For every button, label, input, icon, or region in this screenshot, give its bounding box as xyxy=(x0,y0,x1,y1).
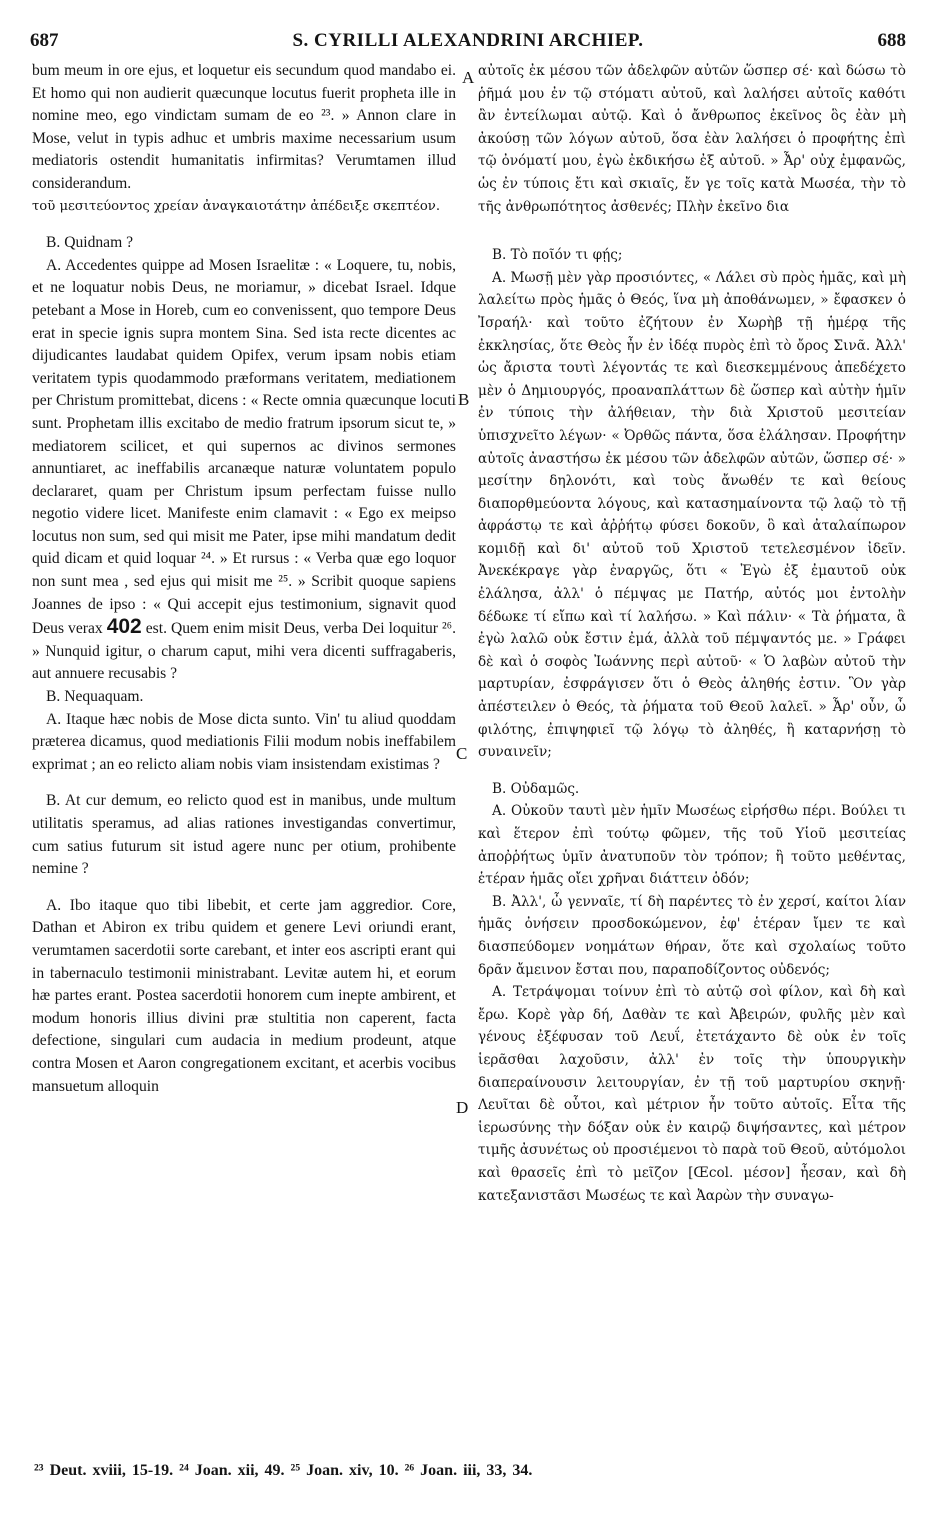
page-number-right: 688 xyxy=(877,30,906,51)
latin-paragraph xyxy=(32,255,456,686)
footnotes: ²³ Deut. xviii, 15-19. ²⁴ Joan. xii, 49. ²⁵ Joan. xiv, 10. ²⁶ Joan. iii, 33, 34. xyxy=(34,1462,533,1479)
running-header xyxy=(30,30,906,58)
greek-paragraph: Α. Οὐκοῦν ταυτὶ μὲν ἡμῖν Μωσέως εἰρήσθω πέρι. Βούλει τι καὶ ἕτερον ἐπὶ τούτῳ φῶμεν, τῆς τοῦ Υἱοῦ μεσιτείας ἀποῤῥήτως ὑμῖν ἀνατυποῦν τὸν τρόπον; ἢ τοῦτο μεθέντας, ἑτέραν ἡμᾶς οἴει χρῆναι διάττειν ὁδόν; xyxy=(478,803,906,888)
greek-paragraph: αὐτοῖς ἐκ μέσου τῶν ἀδελφῶν αὐτῶν ὥσπερ σέ· καὶ δώσω τὸ ῥῆμά μου ἐν τῷ στόματι αὐτοῦ, καὶ λαλήσει αὐτοῖς καθότι ἂν ἐντείλωμαι αὐτῷ. Καὶ ὁ ἄνθρωπος ἐκεῖνος ὃς ἐὰν μὴ ἀκούσῃ τῶν λόγων αὐτοῦ, ὅσα ἐὰν λαλήσει ὁ προφήτης ἐπὶ τῷ ὀνόματί μου, ἐγὼ ἐκδικήσω ἐξ αὐτοῦ. » Ἆρ' οὐχ ἐμφανῶς, ὡς ἐν τύποις ἔτι καὶ σκιαῖς, ἔν γε τοῖς κατὰ Μωσέα, τὴν τὸ τῆς ἀνθρωπότητος ἀσθενές; Πλὴν ἐκεῖνο δια xyxy=(478,63,906,215)
greek-paragraph: Α. Μωσῇ μὲν γὰρ προσιόντες, « Λάλει σὺ πρὸς ἡμᾶς, καὶ μὴ λαλείτω πρὸς ἡμᾶς ὁ Θεός, ἵνα μὴ ἀποθάνωμεν, » ἔφασκεν ὁ Ἰσραήλ· καὶ τοῦτο ἐζήτουν ἐν Χωρὴβ τῇ ἡμέρᾳ τῆς ἐκκλησίας, ὅτε Θεὸς ἦν ἐν ἰδέᾳ πυρὸς ἐπὶ τὸ ὄρος Σινᾶ. Ἀλλ' ὡς ἄριστα τουτὶ λέγοντάς τε καὶ διεσκεμμένους ἀπεδέχετο μὲν ὁ Δημιουργός, προαναπλάττων δὲ ὥσπερ καὶ αὐτὴν ἡμῖν ἐν τύποις τὴν ἀλήθειαν, τὴν διὰ Χριστοῦ μεσιτείαν ὑπισχνεῖτο λέγων· « Ὀρθῶς πάντα, ὅσα ἐλάλησαν. Προφήτην αὐτοῖς ἀναστήσω ἐκ μέσου τῶν ἀδελφῶν αὐτῶν, ὥσπερ σέ· » μεσίτην δηλονότι, καὶ τοὺς ἄνωθέν τε καὶ θείους διαπορθμεύοντα λόγους, καὶ κατασημαίνοντα τῷ λαῷ τὸ τῇ ἀφράστῳ τε καὶ ἀῤῥήτῳ φύσει δοκοῦν, ὃ καὶ ἀταλαίπωρον κομιδῇ καὶ δι' αὐτοῦ τοῦ Χριστοῦ τετελεσμένον ἰδεῖν. Ἀνεκέκραγε γὰρ ἐναργῶς, ὅτι « Ἐγὼ ἐξ ἐμαυτοῦ οὐκ ἐλάλησα, ἀλλ' ὁ πέμψας με Πατήρ, αὐτός μοι ἐντολὴν δέδωκε τί εἴπω καὶ τί λαλήσω. » Καὶ πάλιν· « Τὰ ῥήματα, ἃ ἐγὼ λαλῶ οὐκ ἔστιν ἐμά, ἀλλὰ τοῦ πέμψαντός με. » Γράφει δὲ καὶ ὁ σοφὸς Ἰωάννης περὶ αὐτοῦ· « Ὁ λαβὼν αὐτοῦ τὴν μαρτυρίαν, ἐσφράγισεν ὅτι ὁ Θεὸς ἀληθής ἐστιν. Ὃν γὰρ ἀπέστειλεν ὁ Θεός, τὰ ῥήματα τοῦ Θεοῦ λαλεῖ. » Ἆρ' οὖν, ὦ φιλότης, ἐπιψηφιεῖ τῷ λόγῳ τὸ ἀληθές, ἢ καταρνήσῃ τὸ συναινεῖν; xyxy=(478,269,906,761)
page-number-left: 687 xyxy=(30,30,59,51)
margin-letter-c: C xyxy=(456,744,468,763)
latin-paragraph: B. Quidnam ? xyxy=(46,234,134,252)
margin-letter-b: B xyxy=(458,390,470,409)
margin-letter-d: D xyxy=(456,1098,469,1117)
latin-column xyxy=(32,60,456,1450)
running-title: S. CYRILLI ALEXANDRINI ARCHIEP. xyxy=(292,30,644,51)
latin-column-greek-line: τοῦ μεσιτεύοντος χρείαν ἀναγκαιοτάτην ἀπέδειξε σκεπτέον. xyxy=(32,198,441,214)
greek-paragraph: Β. Τὸ ποῖόν τι φῄς; xyxy=(492,247,623,264)
latin-paragraph: bum meum in ore ejus, et loquetur eis secundum quod mandabo ei. Et homo qui non audierit quæcunque locutus fuerit propheta ille in nomine meo, ego vindictam sumam de eo ²³. » Annon clare in Mose, velut in typis adhuc et umbris maxime necessarium usum mediatoris ostendit humanitatis infirmitas? Verumtamen illud considerandum. xyxy=(32,62,456,192)
latin-paragraph: A. Ibo itaque quo tibi libebit, et certe jam aggredior. Core, Dathan et Abiron ex tribu quidem et genere Levi oriundi erant, verumtamen sacerdotii sorte carebant, et inter eos ascripti erant qui in tabernaculo testimonii ministrabant. Levitæ autem hi, et eorum hæ partes erant. Postea sacerdotii honorem cum inepte ambirent, et modum honoris illius divini præ stultitia non caperent, facta defectione, singulari cum audacia in medium prodeunt, atque contra Mosen et Aaron congregationem excitant, et acerbis vocibus mansuetum alloquin xyxy=(32,896,456,1095)
latin-paragraph: B. Nequaquam. xyxy=(46,688,144,706)
margin-letter-a: A xyxy=(462,68,475,87)
latin-paragraph: B. At cur demum, eo relicto quod est in manibus, unde multum utilitatis speramus, ad alias rationes investigandas convertimur, cum satius futurum sit istud agere nunc per otium, prohibente nemine ? xyxy=(32,792,456,878)
greek-paragraph: Β. Οὐδαμῶς. xyxy=(492,780,580,797)
page-marker-402: 402 xyxy=(106,615,142,639)
latin-paragraph: A. Itaque hæc nobis de Mose dicta sunto. Vin' tu aliud quoddam præterea dicamus, quod mediationis Filii modum nobis ineffabilem exprimat ; an eo relicto aliam nobis viam insistendam existimas ? xyxy=(32,710,456,773)
latin-text: A. Accedentes quippe ad Mosen Israelitæ : « Loquere, tu, nobis, et ne loquatur nobis Deus, ne moriamur, » dicebat Israel. Idque petebant a Mose in Horeb, cum eo convenissent, quo tempore Deus erat in specie ignis supra montem Sina. Sed ista recte dicentes ac dijudicantes laudabat quidem Opifex, verum ipsam nobis etiam veritatem typis quodammodo præformans veritatem, mediationem per Christum promittebat, dicens : « Recte omnia quæcunque locuti sunt. Prophetam illis excitabo de medio fratrum ipsorum sicut te, » mediatorem scilicet, et qui supernos ac divinos sermones annuntiaret, ac ineffabilis arcanæque naturæ voluntatem populo declararet, quam per Christum ipsum perfectam fuisse nullo negotio videre licet. Manifeste enim clamavit : « Ego ex meipso locutus non sum, sed qui misit me Pater, ipse mihi mandatum dedit quid dicam et quid loquar ²⁴. » Et rursus : « Verba quæ ego loquor non sunt mea , sed ejus qui misit me ²⁵. » Scribit quoque sapiens Joannes de ipso : « Qui accepit ejus testimonium, signavit quod Deus verax xyxy=(32,256,456,638)
greek-paragraph: Β. Ἀλλ', ὦ γενναῖε, τί δὴ παρέντες τὸ ἐν χερσί, καίτοι λίαν ἡμᾶς ὀνήσειν προσδοκώμενον, ἐφ' ἑτέραν ἴμεν τε καὶ διασπεύδομεν νοημάτων θήραν, ὅτε καὶ σχολαίως τοῦτο δρᾶν ἄμεινον ἔσται που, παραποδίζοντος οὐδενός; xyxy=(478,893,906,978)
latin-text: est. Quem enim misit Deus, verba Dei loquitur ²⁶. » Nunquid igitur, o charum caput, mihi vera dicenti suffragaberis, aut annuere recusabis ? xyxy=(32,620,456,683)
greek-column xyxy=(478,60,906,1450)
greek-paragraph: Α. Τετράψομαι τοίνυν ἐπὶ τὸ αὐτῷ σοὶ φίλον, καὶ δὴ καὶ ἔρω. Κορὲ γὰρ δή, Δαθὰν τε καὶ Ἀβειρών, φυλῆς μὲν καὶ γένους ἐξέφυσαν τοῦ Λευΐ, ἐτετάχαντο δὲ οὐκ ἐν τοῖς ἱερᾶσθαι λαχοῦσιν, ἀλλ' ἐν τοῖς τὴν ὑπουργικὴν διαπεραίνουσιν λειτουργίαν, ἐν τῇ τοῦ μαρτυρίου σκηνῇ· Λευῖται δὲ οὗτοι, καὶ μέτριον ἦν τοῦτο αὐτοῖς. Εἶτα τῆς ἱερωσύνης τὴν δόξαν οὐκ ἐν καιρῷ διψήσαντες, καὶ μέτρον τιμῆς ἀσυνέτως οὐ προσιέμενοι τὸ παρὰ τοῦ Θεοῦ, αὐτόμολοι καὶ θρασεῖς ἐπὶ τὸ μεῖζον [Œcol. μέσον] ἦεσαν, καὶ δὴ κατεξανιστᾶσι Μωσέως τε καὶ Ἀαρὼν τὴν συναγω- xyxy=(478,984,906,1204)
